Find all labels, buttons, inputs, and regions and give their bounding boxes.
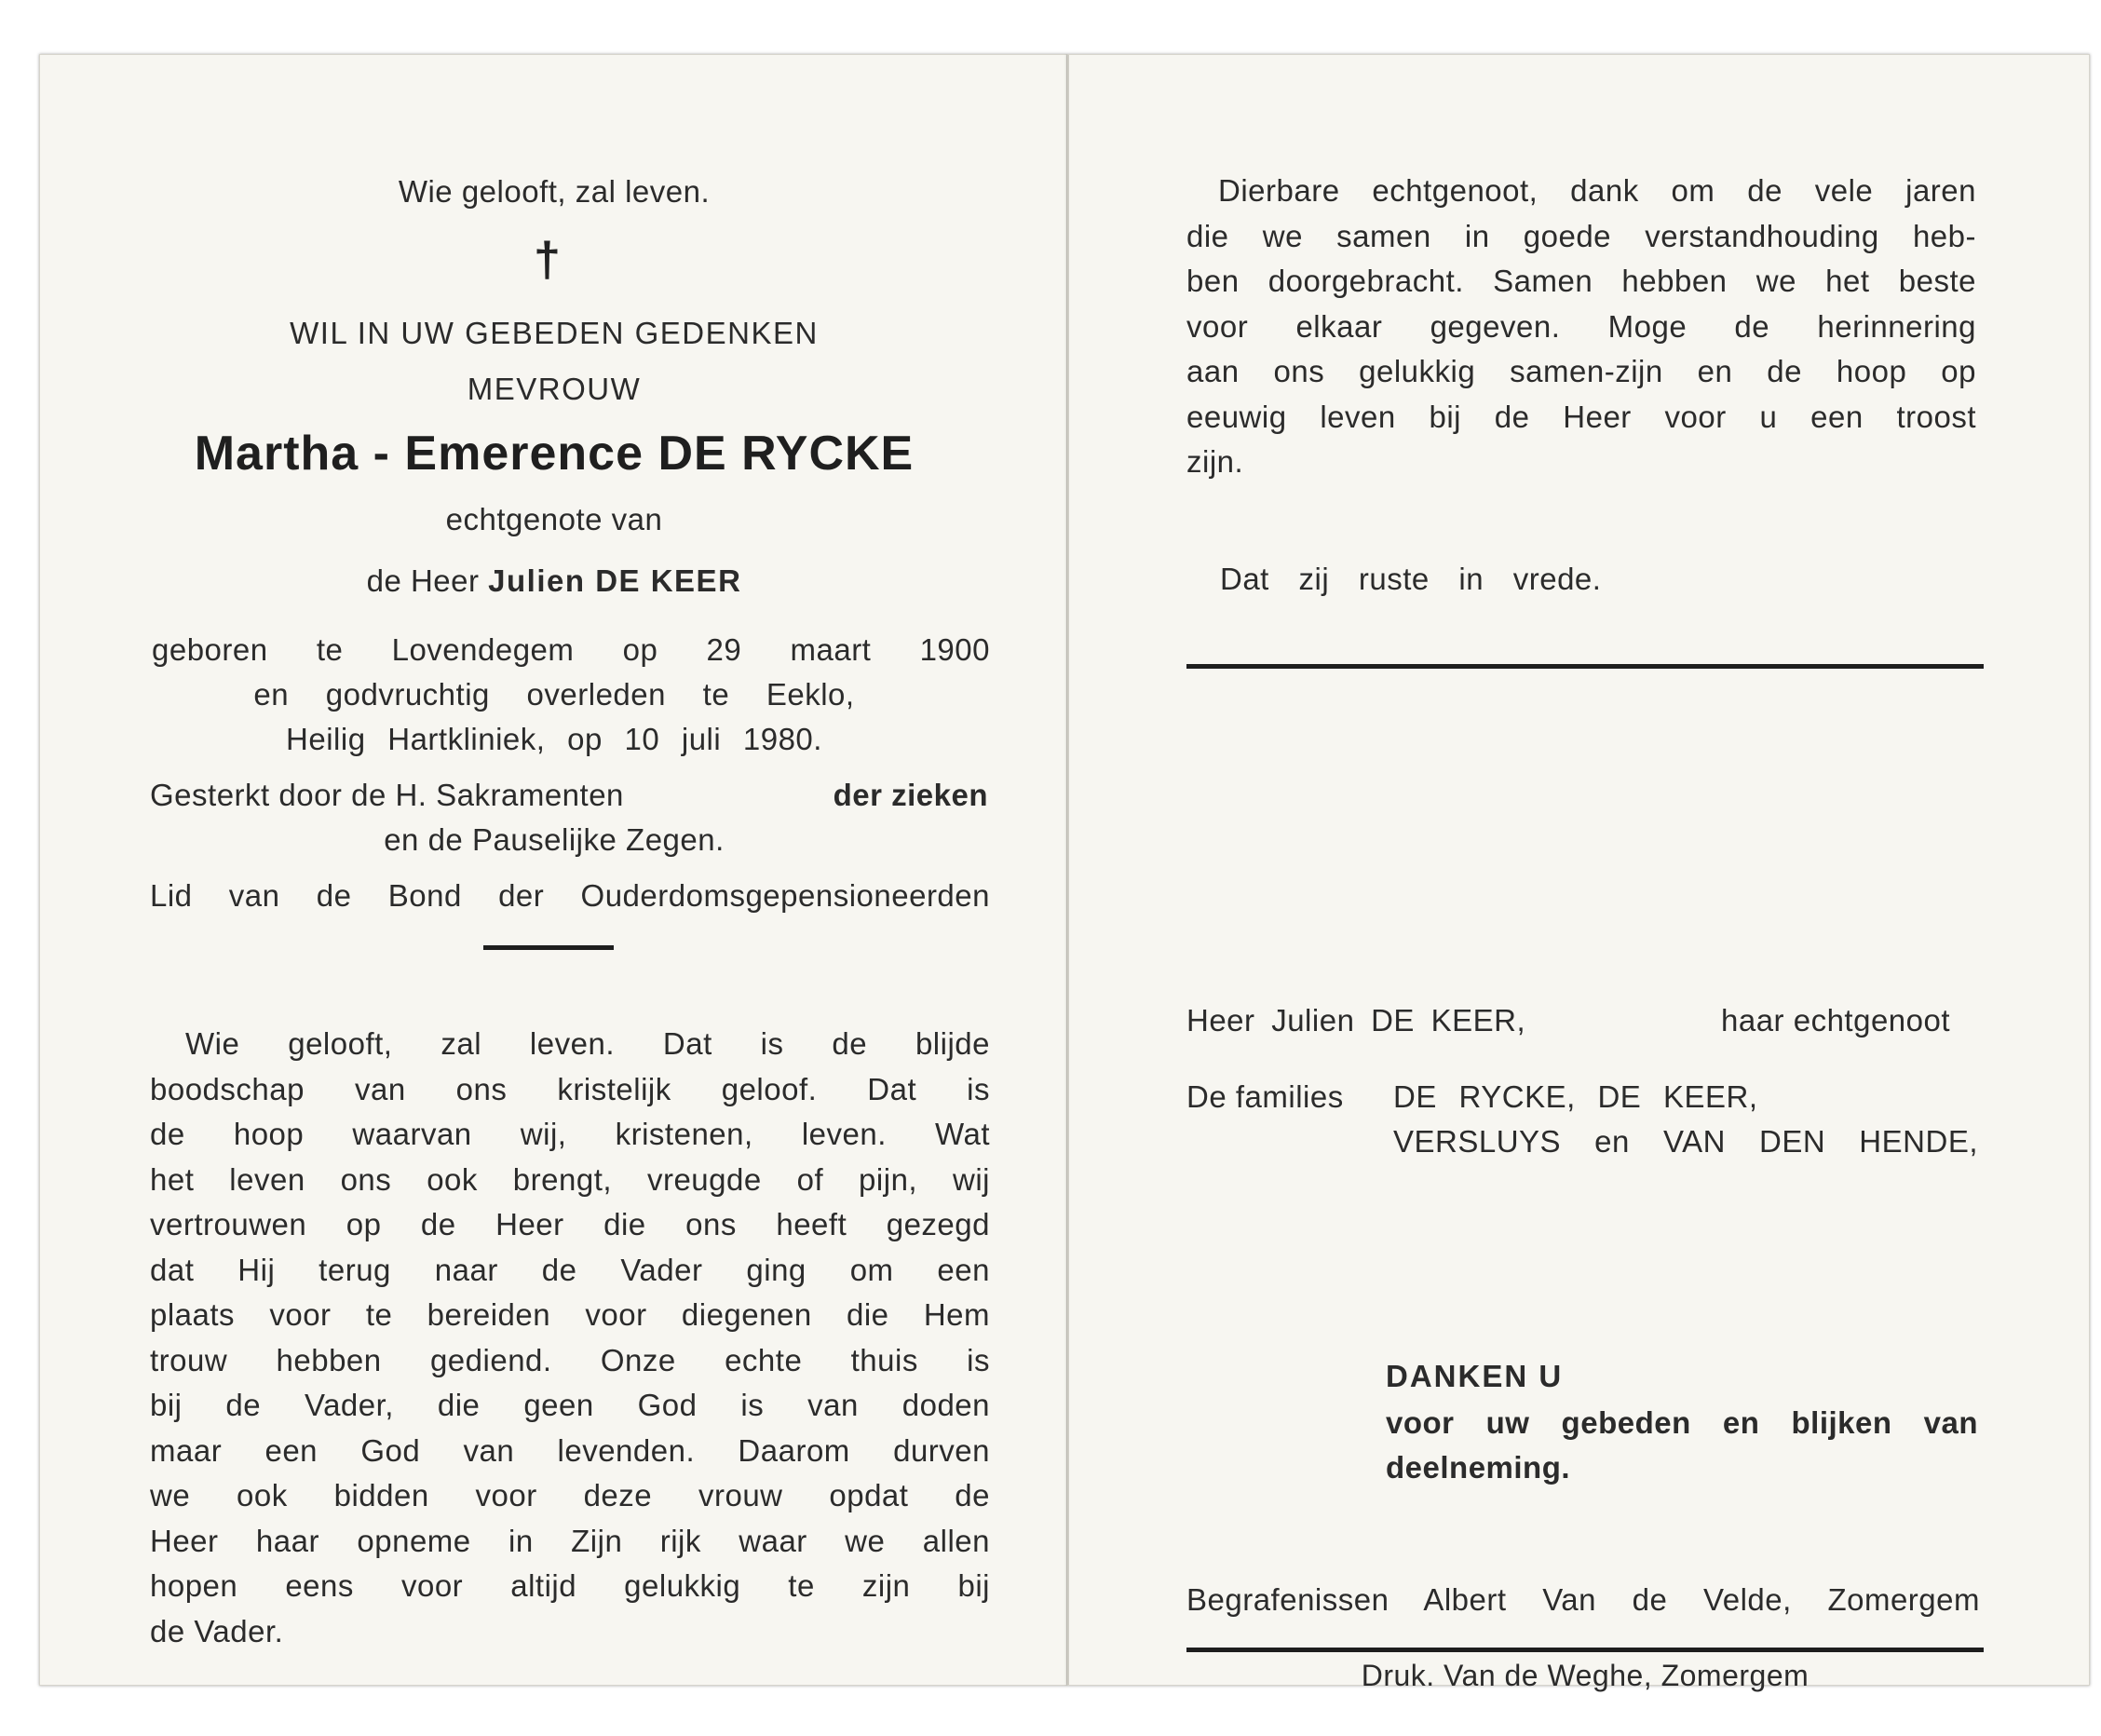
husband-role: haar echtgenoot — [1721, 1003, 1951, 1038]
body-line: Dierbare echtgenoot, dank om de vele jaren — [1218, 173, 1976, 208]
body-line: Wie gelooft, zal leven. Dat is de blijde — [185, 1026, 990, 1061]
body-line: hopen eens voor altijd gelukkig te zijn bij — [150, 1568, 990, 1603]
birth-line-3: Heilig Hartkliniek, op 10 juli 1980. — [286, 722, 822, 756]
families-line-1: DE RYCKE, DE KEER, — [1393, 1079, 1758, 1114]
sacrament-bold: der zieken — [833, 778, 988, 812]
body-line: de Vader. — [150, 1613, 284, 1648]
body-line: de hoop waarvan wij, kristenen, leven. Wat — [150, 1117, 990, 1151]
body-line: plaats voor te bereiden voor diegenen die Hem — [150, 1297, 990, 1332]
sacrament-line-1 — [150, 778, 988, 813]
body-line: trouw hebben gediend. Onze echte thuis is — [150, 1342, 990, 1377]
deceased-name: Martha - Emerence DE RYCKE — [194, 427, 915, 481]
funeral-home: Begrafenissen Albert Van de Velde, Zomergem — [1186, 1582, 1980, 1617]
sacrament-text: Gesterkt door de H. Sakramenten — [150, 778, 624, 812]
body-line: maar een God van levenden. Daarom durven — [150, 1432, 990, 1468]
spouse-name: Julien DE KEER — [488, 563, 742, 598]
birth-line-2: en godvruchtig overleden te Eeklo, — [253, 677, 855, 712]
thanks-line-2: deelneming. — [1386, 1450, 1571, 1485]
body-line: eeuwig leven bij de Heer voor u een troost — [1186, 399, 1976, 434]
spouse-line — [40, 563, 1068, 599]
title-mevrouw: MEVROUW — [467, 372, 642, 406]
divider-short — [483, 945, 614, 950]
families-label: De families — [1186, 1079, 1344, 1114]
body-line: boodschap van ons kristelijk geloof. Dat is — [150, 1071, 990, 1106]
body-line: zijn. — [1186, 444, 1244, 479]
body-line: we ook bidden voor deze vrouw opdat de — [150, 1478, 990, 1512]
cross-icon: † — [534, 233, 561, 287]
body-line: bij de Vader, die geen God is van doden — [150, 1388, 990, 1422]
thanks-title: DANKEN U — [1386, 1359, 1564, 1393]
families-line-2: VERSLUYS en VAN DEN HENDE, — [1393, 1124, 1978, 1159]
birth-line-1: geboren te Lovendegem op 29 maart 1900 — [152, 632, 990, 667]
intro-heading: WIL IN UW GEBEDEN GEDENKEN — [290, 316, 819, 350]
printer: Druk. Van de Weghe, Zomergem — [1361, 1659, 1810, 1692]
right-panel — [1067, 54, 2090, 1692]
rest-in-peace: Dat zij ruste in vrede. — [1220, 562, 1602, 596]
body-line: die we samen in goede verstandhouding heb- — [1186, 218, 1976, 253]
sacrament-line-2: en de Pauselijke Zegen. — [384, 822, 725, 857]
body-line: het leven ons ook brengt, vreugde of pijn, wij — [150, 1161, 990, 1197]
husband-name: Heer Julien DE KEER, — [1186, 1003, 1526, 1038]
spouse-heer: de Heer — [366, 563, 480, 598]
left-body-text — [150, 1022, 990, 1654]
body-line: voor elkaar gegeven. Moge de herinnering — [1186, 308, 1976, 344]
right-body-text — [1186, 169, 1976, 485]
thanks-line-1: voor uw gebeden en blijken van — [1386, 1405, 1978, 1440]
body-line: aan ons gelukkig samen-zijn en de hoop op — [1186, 354, 1976, 388]
body-line: Heer haar opneme in Zijn rijk waar we allen — [150, 1523, 990, 1558]
divider-top — [1186, 664, 1984, 669]
membership: Lid van de Bond der Ouderdomsgepensioneerden — [150, 878, 990, 913]
left-panel — [39, 54, 1067, 1686]
body-line: dat Hij terug naar de Vader ging om een — [150, 1252, 990, 1287]
body-line: vertrouwen op de Heer die ons heeft gezegd — [150, 1207, 990, 1241]
spouse-prefix: echtgenote van — [445, 502, 663, 536]
divider-bottom — [1186, 1648, 1984, 1652]
motto: Wie gelooft, zal leven. — [398, 174, 711, 209]
body-line: ben doorgebracht. Samen hebben we het beste — [1186, 264, 1976, 298]
